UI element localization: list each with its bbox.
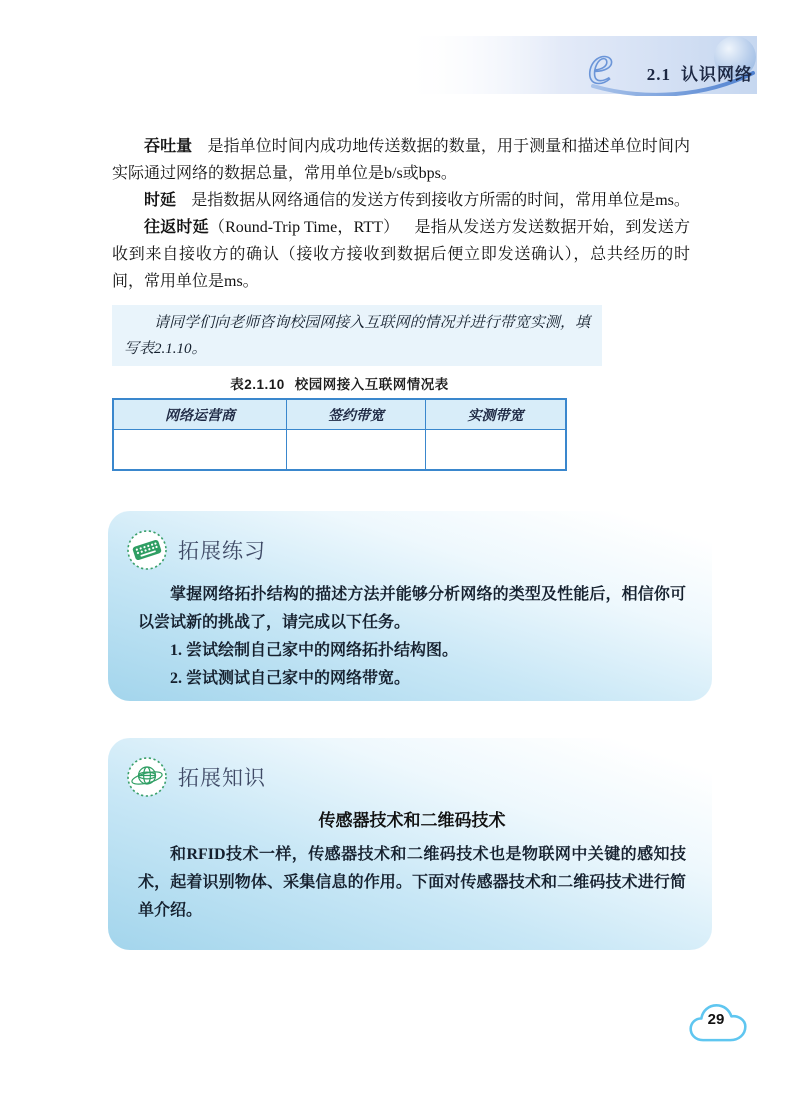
table-title: 校园网接入互联网情况表 [294,377,449,392]
definition-throughput [112,133,690,187]
chapter-header-band [400,36,757,96]
term-delay: 时延 [144,192,177,209]
table-row [113,430,566,471]
knowledge-subtitle: 传感器技术和二维码技术 [318,811,506,830]
section-title: 认识网络 [681,65,753,84]
col-header-isp: 网络运营商 [113,399,286,430]
activity-instruction: 请同学们向老师咨询校园网接入互联网的情况并进行带宽实测，填写表2.1.10。 [112,305,602,366]
definition-delay-text: 是指数据从网络通信的发送方传到接收方所需的时间，常用单位是ms。 [191,192,690,209]
cell-contract-bandwidth [286,430,425,471]
logo-e-icon: e [588,36,613,96]
col-header-measured-bandwidth: 实测带宽 [426,399,566,430]
table-caption [112,373,567,393]
col-header-contract-bandwidth: 签约带宽 [286,399,425,430]
practice-box-title: 拓展练习 [178,540,266,563]
practice-box [108,511,712,701]
keyboard-icon [126,529,168,571]
practice-task-2: 2. 尝试测试自己家中的网络带宽。 [170,670,411,687]
practice-box-header [126,529,686,571]
page-number: 29 [707,1011,725,1028]
cell-isp [113,430,286,471]
term-throughput: 吞吐量 [144,138,193,155]
table-header-row [113,399,566,430]
practice-intro: 掌握网络拓扑结构的描述方法并能够分析网络的类型及性能后，相信你可以尝试新的挑战了，请完成以下任务。 [138,586,686,631]
definition-rtt-text: 是指从发送方发送数据开始，到发送方收到来自接收方的确认（接收方接收到数据后便立即发送确认），总共经历的时间，常用单位是ms。 [112,219,690,290]
definition-throughput-text: 是指单位时间内成功地传送数据的数量，用于测量和描述单位时间内实际通过网络的数据总量，常用单位是b/s或bps。 [112,138,690,182]
knowledge-box-header [126,756,686,798]
page-body [112,133,690,950]
practice-task-1: 1. 尝试绘制自己家中的网络拓扑结构图。 [170,642,459,659]
isp-bandwidth-table [112,398,567,471]
knowledge-box [108,738,712,950]
knowledge-body: 和RFID技术一样，传感器技术和二维码技术也是物联网中关键的感知技术，起着识别物体、采集信息的作用。下面对传感器技术和二维码技术进行简单介绍。 [138,846,686,919]
definition-delay [112,187,690,214]
section-number: 2.1 [646,65,671,84]
globe-icon [126,756,168,798]
cell-measured-bandwidth [426,430,566,471]
term-rtt: 往返时延 [144,219,209,236]
table-number: 表2.1.10 [230,377,285,392]
definition-rtt [112,214,690,295]
knowledge-box-title: 拓展知识 [178,767,266,790]
section-heading [603,60,753,85]
term-rtt-english: （Round-Trip Time，RTT） [208,219,400,236]
page-number-cloud [688,1000,748,1046]
